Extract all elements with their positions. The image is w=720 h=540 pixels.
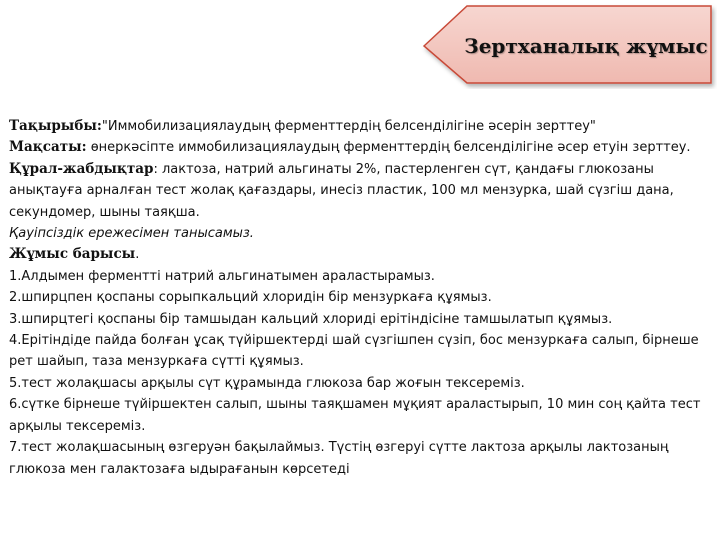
page-title: Зертханалық жұмыс: [464, 34, 708, 58]
procedure-heading: [9, 244, 709, 265]
topic-text: "Иммобилизациялаудың ферменттердің белсенділігіне әсерін зерттеу": [101, 119, 596, 134]
procedure-label-suffix: .: [135, 247, 140, 263]
safety-note: Қауіпсіздік ережесімен танысамыз.: [9, 226, 254, 242]
procedure-step: 3.шпирцтегі қоспаны бір тамшыдан кальций хлориді ерітіндісіне тамшылатып құямыз.: [9, 311, 613, 327]
procedure-label: Жұмыс барысы: [9, 246, 136, 263]
title-banner: [421, 3, 717, 89]
procedure-step: 5.тест жолақшасы арқылы сүт құрамында глюкоза бар жоғын тексереміз.: [9, 375, 525, 391]
lab-work-content: [9, 116, 709, 480]
goal-label: Мақсаты:: [9, 139, 87, 156]
equipment-text: : лактоза, натрий альгинаты 2%, пастерленген сүт, қандағы глюкозаны анықтауға арналған тест жолақ қағаздары, инесіз пластик, 100 мл мензурка, шай сүзгіш дана, секундомер, шыны таяқша.: [9, 161, 674, 220]
procedure-step: 4.Ерітіндіде пайда болған ұсақ түйіршектерді шай сүзгішпен сүзіп, бос мензуркаға салып, бірнеше рет шайып, таза мензуркаға сүтті құямыз.: [9, 333, 699, 370]
goal-line: [9, 137, 709, 158]
topic-line: [9, 116, 709, 137]
procedure-step: 7.тест жолақшасының өзгеруән бақылаймыз. Түстің өзгеруі сүтте лактоза арқылы лактозаның глюкоза мен галактозаға ыдырағанын көрсетеді: [9, 440, 669, 477]
procedure-step: 6.сүтке бірнеше түйіршектен салып, шыны таяқшамен мұқият араластырып, 10 мин соң қайта тест арқылы тексереміз.: [9, 397, 701, 434]
procedure-step: 2.шпирцпен қоспаны сорыпкальций хлоридін бір мензуркаға құямыз.: [9, 290, 492, 306]
goal-text: өнеркәсіпте иммобилизациялаудың ферменттердің белсенділігіне әсер етуін зерттеу.: [86, 140, 691, 156]
equipment-label: Құрал-жабдықтар: [9, 160, 154, 177]
procedure-step: 1.Алдымен ферментті натрий альгинатымен араластырамыз.: [9, 268, 435, 284]
topic-label: Тақырыбы:: [9, 118, 102, 134]
equipment-line: [9, 159, 709, 223]
